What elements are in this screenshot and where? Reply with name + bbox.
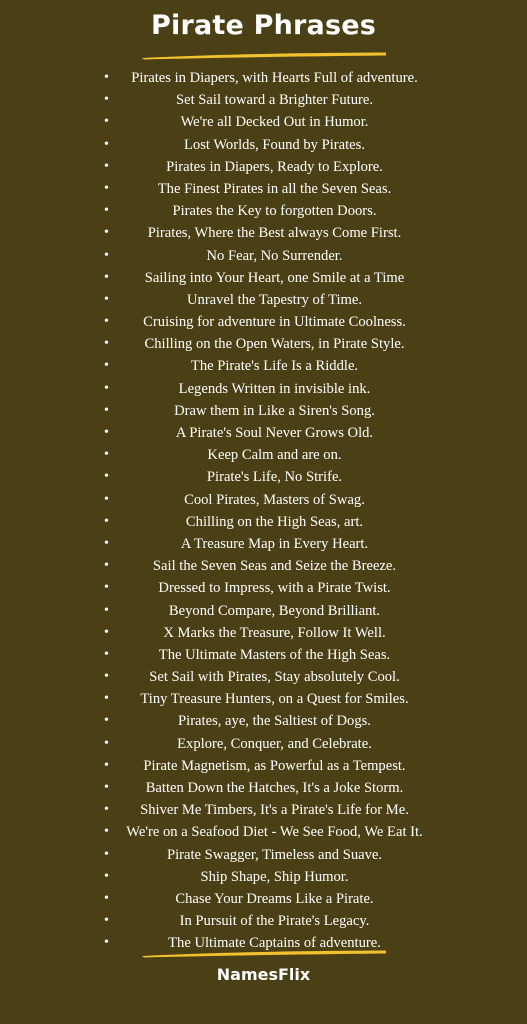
- list-item: [0, 311, 527, 333]
- list-item: [0, 710, 527, 732]
- bullet-icon: •: [104, 646, 109, 662]
- list-item: [0, 622, 527, 644]
- phrase-text: Ship Shape, Ship Humor.: [200, 868, 349, 885]
- list-item: [0, 378, 527, 400]
- phrase-text: Pirate Swagger, Timeless and Suave.: [166, 846, 383, 863]
- bullet-icon: •: [104, 469, 109, 485]
- list-item: [0, 688, 527, 710]
- list-item: [0, 666, 527, 688]
- bullet-icon: •: [104, 890, 109, 906]
- bullet-icon: •: [104, 225, 109, 241]
- phrase-text: We're on a Seafood Diet - We See Food, We Eat It.: [126, 824, 423, 841]
- bullet-icon: •: [104, 913, 109, 929]
- phrase-text: Sailing into Your Heart, one Smile at a Time: [144, 269, 405, 286]
- phrase-text: No Fear, No Surrender.: [206, 247, 343, 264]
- list-item: [0, 844, 527, 866]
- title-underline-brush: [140, 51, 388, 60]
- bullet-icon: •: [104, 580, 109, 596]
- phrase-text: Pirate Magnetism, as Powerful as a Tempest.: [143, 757, 406, 774]
- bullet-icon: •: [104, 402, 109, 418]
- list-item: [0, 577, 527, 599]
- bullet-icon: •: [104, 358, 109, 374]
- bullet-icon: •: [104, 624, 109, 640]
- bullet-icon: •: [104, 602, 109, 618]
- bullet-icon: •: [104, 513, 109, 529]
- phrase-text: Pirates the Key to forgotten Doors.: [172, 203, 377, 220]
- bullet-icon: •: [104, 780, 109, 795]
- phrase-text: Pirates in Diapers, with Hearts Full of adventure.: [131, 70, 418, 86]
- list-item: [0, 555, 527, 577]
- bullet-icon: •: [104, 824, 109, 840]
- phrase-text: The Ultimate Masters of the High Seas.: [158, 646, 391, 663]
- phrase-text: Lost Worlds, Found by Pirates.: [184, 136, 365, 153]
- phrase-text: Keep Calm and are on.: [207, 447, 342, 464]
- bullet-icon: •: [104, 314, 109, 330]
- phrase-text: Pirates in Diapers, Ready to Explore.: [166, 158, 383, 175]
- page-title: Pirate Phrases: [151, 10, 376, 41]
- phrase-text: Set Sail toward a Brighter Future.: [176, 92, 373, 109]
- bullet-icon: •: [104, 180, 109, 196]
- phrase-text: Cool Pirates, Masters of Swag.: [184, 491, 365, 508]
- list-item: [0, 422, 527, 444]
- phrase-text: Explore, Conquer, and Celebrate.: [177, 735, 372, 752]
- bullet-icon: •: [104, 491, 109, 507]
- bullet-icon: •: [104, 336, 109, 352]
- footer-underline-brush: [140, 949, 388, 958]
- list-item: [0, 511, 527, 533]
- bullet-icon: •: [104, 136, 109, 152]
- bullet-icon: •: [104, 425, 109, 440]
- list-item: [0, 222, 527, 244]
- list-item: [0, 400, 527, 422]
- phrase-text: Draw them in Like a Siren's Song.: [174, 402, 375, 419]
- bullet-icon: •: [104, 158, 109, 174]
- phrase-text: The Ultimate Captains of adventure.: [168, 935, 381, 952]
- brand-name: NamesFlix: [216, 965, 311, 984]
- list-item: [0, 289, 527, 311]
- phrase-text: Legends Written in invisible ink.: [178, 380, 371, 397]
- phrase-text: Dressed to Impress, with a Pirate Twist.: [158, 580, 391, 597]
- list-item: [0, 489, 527, 511]
- bullet-icon: •: [104, 757, 109, 773]
- list-item: [0, 156, 527, 178]
- phrase-text: A Pirate's Soul Never Grows Old.: [175, 425, 374, 441]
- list-item: [0, 755, 527, 777]
- phrase-text: Pirates, Where the Best always Come First.: [147, 225, 402, 242]
- phrase-text: Set Sail with Pirates, Stay absolutely Cool.: [149, 669, 400, 686]
- bullet-icon: •: [104, 70, 109, 85]
- phrase-text: Beyond Compare, Beyond Brilliant.: [168, 602, 381, 619]
- bullet-icon: •: [104, 691, 109, 707]
- bullet-icon: •: [104, 269, 109, 285]
- list-item: [0, 600, 527, 622]
- phrase-text: Sail the Seven Seas and Seize the Breeze.: [152, 558, 397, 575]
- phrase-text: Shiver Me Timbers, It's a Pirate's Life for Me.: [140, 802, 409, 819]
- list-item: [0, 267, 527, 289]
- bullet-icon: •: [104, 291, 109, 307]
- bullet-icon: •: [104, 868, 109, 884]
- list-item: [0, 644, 527, 666]
- list-item: [0, 777, 527, 799]
- bullet-icon: •: [104, 802, 109, 818]
- list-item: [0, 89, 527, 111]
- phrase-text: Chilling on the High Seas, art.: [185, 513, 364, 530]
- bullet-icon: •: [104, 203, 109, 219]
- phrase-text: Pirates, aye, the Saltiest of Dogs.: [178, 713, 371, 730]
- phrase-text: A Treasure Map in Every Heart.: [180, 535, 369, 552]
- phrase-list: [0, 67, 527, 955]
- bullet-icon: •: [104, 846, 109, 862]
- phrase-text: In Pursuit of the Pirate's Legacy.: [179, 913, 370, 930]
- phrase-text: Unravel the Tapestry of Time.: [186, 291, 363, 308]
- phrase-text: Batten Down the Hatches, It's a Joke Storm.: [145, 780, 404, 796]
- bullet-icon: •: [104, 535, 109, 551]
- bullet-icon: •: [104, 935, 109, 951]
- list-item: [0, 799, 527, 821]
- bullet-icon: •: [104, 247, 109, 263]
- list-item: [0, 910, 527, 932]
- phrase-text: Chilling on the Open Waters, in Pirate Style.: [144, 336, 405, 353]
- list-item: [0, 333, 527, 355]
- bullet-icon: •: [104, 447, 109, 463]
- list-item: [0, 866, 527, 888]
- list-item: [0, 533, 527, 555]
- list-item: [0, 821, 527, 843]
- phrase-text: X Marks the Treasure, Follow It Well.: [163, 624, 386, 641]
- list-item: [0, 178, 527, 200]
- bullet-icon: •: [104, 92, 109, 108]
- list-item: [0, 200, 527, 222]
- list-item: [0, 245, 527, 267]
- bullet-icon: •: [104, 380, 109, 396]
- list-item: [0, 466, 527, 488]
- list-item: [0, 111, 527, 133]
- list-item: [0, 67, 527, 89]
- bullet-icon: •: [104, 669, 109, 685]
- phrase-text: Pirate's Life, No Strife.: [206, 469, 343, 486]
- bullet-icon: •: [104, 735, 109, 751]
- bullet-icon: •: [104, 713, 109, 729]
- bullet-icon: •: [104, 558, 109, 574]
- list-item: [0, 355, 527, 377]
- phrase-text: The Pirate's Life Is a Riddle.: [190, 358, 359, 375]
- bullet-icon: •: [104, 114, 109, 130]
- phrase-text: Cruising for adventure in Ultimate Coolness.: [143, 314, 406, 331]
- phrase-text: Tiny Treasure Hunters, on a Quest for Smiles.: [140, 691, 409, 708]
- list-item: [0, 888, 527, 910]
- phrase-text: The Finest Pirates in all the Seven Seas.: [157, 180, 392, 197]
- phrase-text: Chase Your Dreams Like a Pirate.: [175, 890, 374, 907]
- list-item: [0, 733, 527, 755]
- list-item: [0, 444, 527, 466]
- phrase-text: We're all Decked Out in Humor.: [180, 114, 369, 131]
- list-item: [0, 134, 527, 156]
